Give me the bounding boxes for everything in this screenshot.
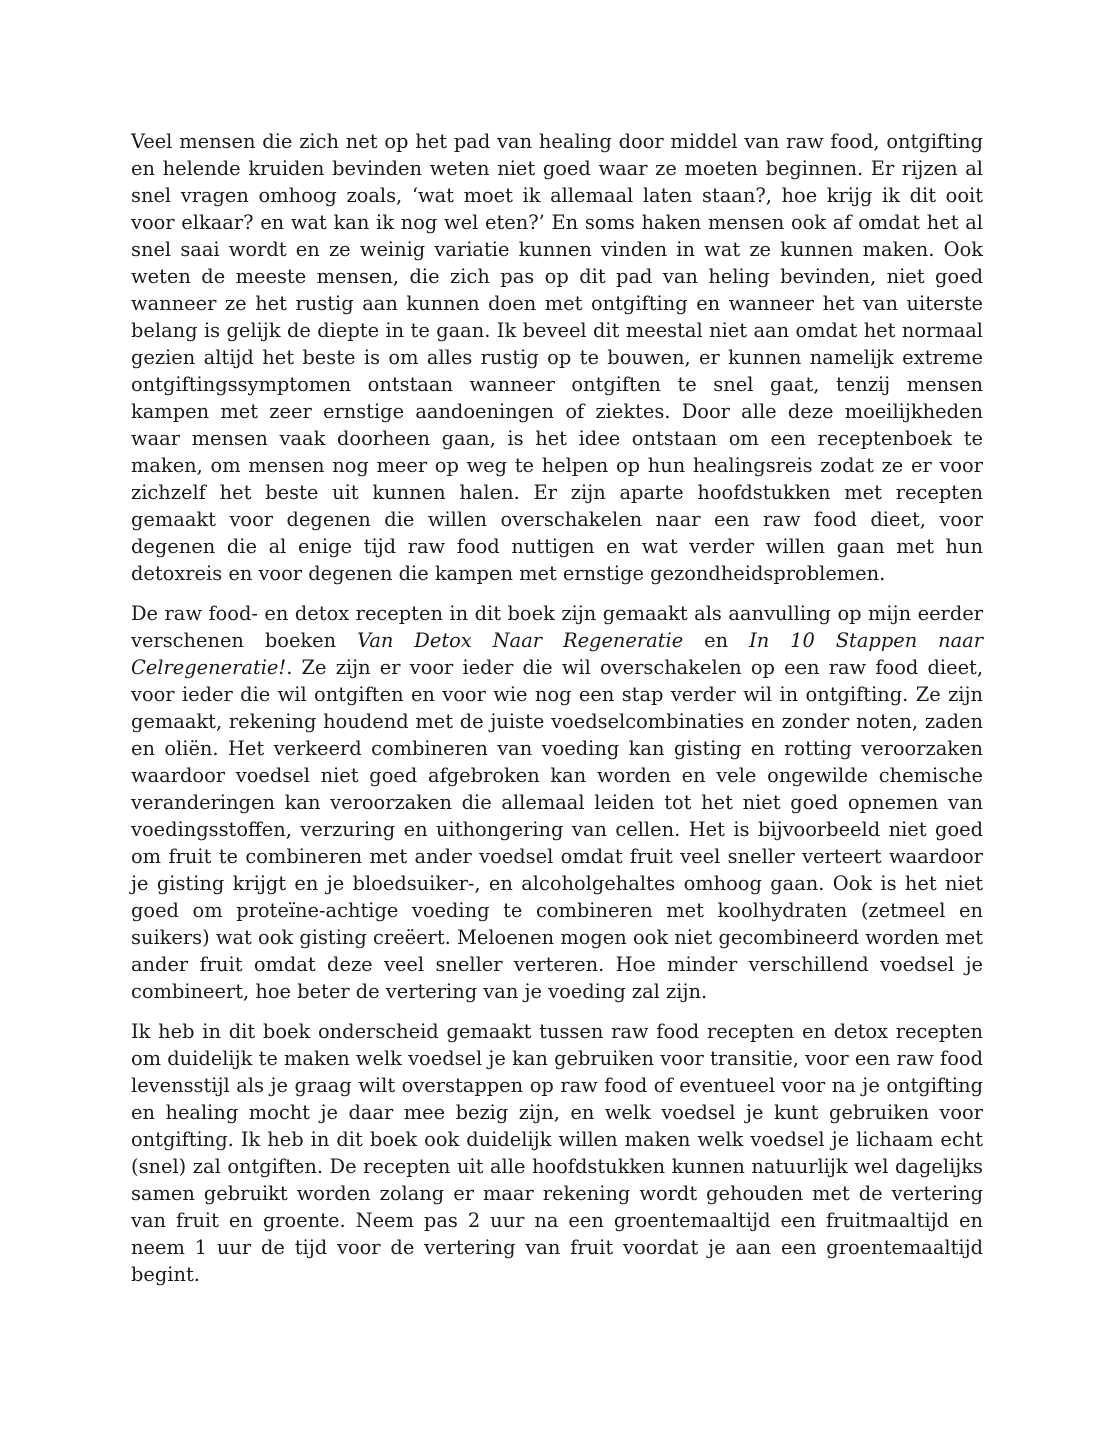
body-text [131, 128, 983, 1301]
paragraph-distinction [131, 1018, 983, 1288]
paragraph-recipes-text-1: De raw food- en detox recepten in dit boek zijn gemaakt als aanvulling op mijn eerder verschenen boeken [131, 602, 983, 652]
paragraph-recipes [131, 600, 983, 1005]
paragraph-intro [131, 128, 983, 587]
paragraph-distinction-text: Ik heb in dit boek onderscheid gemaakt tussen raw food recepten en detox recepten om duidelijk te maken welk voedsel je kan gebruiken voor transitie, voor een raw food levensstijl als je graag wilt overstappen op raw food of eventueel voor na je ontgifting en healing mocht je daar mee bezig zijn, en welk voedsel je kunt gebruiken voor ontgifting. Ik heb in dit boek ook duidelijk willen maken welk voedsel je lichaam echt (snel) zal ontgiften. De recepten uit alle hoofdstukken kunnen natuurlijk wel dagelijks samen gebruikt worden zolang er maar rekening wordt gehouden met de vertering van fruit en groente. Neem pas 2 uur na een groentemaaltijd een fruitmaaltijd en neem 1 uur de tijd voor de vertering van fruit voordat je aan een groentemaaltijd begint. [131, 1020, 983, 1286]
paragraph-intro-text: Veel mensen die zich net op het pad van healing door middel van raw food, ontgifting en helende kruiden bevinden weten niet goed waar ze moeten beginnen. Er rijzen al snel vragen omhoog zoals, ‘wat moet ik allemaal laten staan?, hoe krijg ik dit ooit voor elkaar? en wat kan ik nog wel eten?’ En soms haken mensen ook af omdat het al snel saai wordt en ze weinig variatie kunnen vinden in wat ze kunnen maken. Ook weten de meeste mensen, die zich pas op dit pad van heling bevinden, niet goed wanneer ze het rustig aan kunnen doen met ontgifting en wanneer het van uiterste belang is gelijk de diepte in te gaan. Ik beveel dit meestal niet aan omdat het normaal gezien altijd het beste is om alles rustig op te bouwen, er kunnen namelijk extreme ontgiftingssymptomen ontstaan wanneer ontgiften te snel gaat, tenzij mensen kampen met zeer ernstige aandoeningen of ziektes. Door alle deze moeilijkheden waar mensen vaak doorheen gaan, is het idee ontstaan om een receptenboek te maken, om mensen nog meer op weg te helpen op hun healingsreis zodat ze er voor zichzelf het beste uit kunnen halen. Er zijn aparte hoofdstukken met recepten gemaakt voor degenen die willen overschakelen naar een raw food dieet, voor degenen die al enige tijd raw food nuttigen en wat verder willen gaan met hun detoxreis en voor degenen die kampen met ernstige gezondheidsproblemen. [131, 130, 983, 585]
paragraph-recipes-text-3: . Ze zijn er voor ieder die wil overschakelen op een raw food dieet, voor ieder die wil ontgiften en voor wie nog een stap verder wil in ontgifting. Ze zijn gemaakt, rekening houdend met de juiste voedselcombinaties en zonder noten, zaden en oliën. Het verkeerd combineren van voeding kan gisting en rotting veroorzaken waardoor voedsel niet goed afgebroken kan worden en vele ongewilde chemische veranderingen kan veroorzaken die allemaal leiden tot het niet goed opnemen van voedingsstoffen, verzuring en uithongering van cellen. Het is bijvoorbeeld niet goed om fruit te combineren met ander voedsel omdat fruit veel sneller verteert waardoor je gisting krijgt en je bloedsuiker-, en alcoholgehaltes omhoog gaan. Ook is het niet goed om proteïne-achtige voeding te combineren met koolhydraten (zetmeel en suikers) wat ook gisting creëert. Meloenen mogen ook niet gecombineerd worden met ander fruit omdat deze veel sneller verteren. Hoe minder verschillend voedsel je combineert, hoe beter de vertering van je voeding zal zijn. [131, 656, 983, 1003]
book-title-celregeneratie: In 10 Stappen naar Celregeneratie! [131, 629, 984, 679]
book-title-detox: Van Detox Naar Regeneratie [357, 629, 684, 652]
paragraph-recipes-text-2: en [683, 629, 750, 652]
